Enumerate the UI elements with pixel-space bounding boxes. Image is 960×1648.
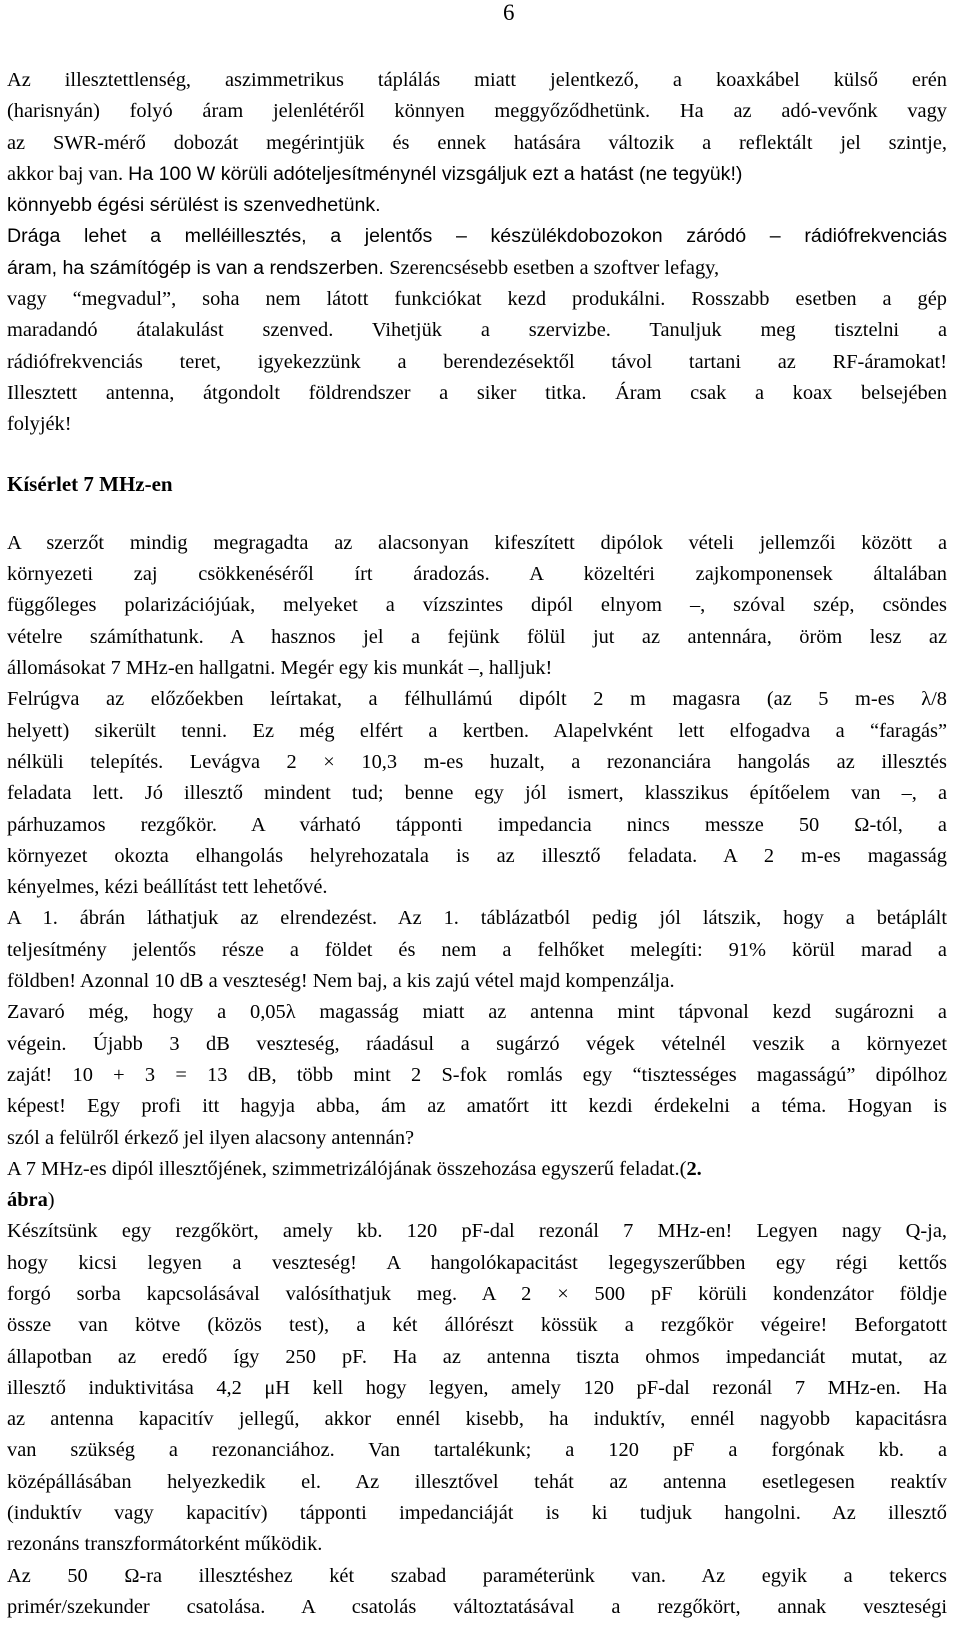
intro-paragraph (7, 65, 947, 441)
text-run: van szükség a rezonanciához. Van tartalékunk; a 120 pF a forgónak kb. a (7, 1439, 947, 1462)
text-run: állomásokat 7 MHz-en hallgatni. Megér egy kis munkát –, halljuk! (7, 657, 553, 680)
text-line (7, 1185, 947, 1216)
text-run: kényelmes, kézi beállítást tett lehetővé. (7, 876, 328, 899)
text-line (7, 810, 947, 841)
text-line (7, 1498, 947, 1529)
text-run: az antenna kapacitív jellegű, akkor ennél kisebb, ha induktív, ennél nagyobb kapacitásra (7, 1408, 947, 1431)
text-run: A 1. ábrán láthatjuk az elrendezést. Az 1. táblázatból pedig jól látszik, hogy a betáplált (7, 907, 947, 930)
text-run: össze van kötve (közös test), a két állórészt kössük a rezgőkör végeire! Beforgatott (7, 1314, 947, 1337)
text-line (7, 778, 947, 809)
text-line (7, 1216, 947, 1247)
text-run: párhuzamos rezgőkör. A várható tápponti impedancia nincs messze 50 Ω-tól, a (7, 813, 947, 836)
text-line (7, 903, 947, 934)
text-run: Szerencsésebb esetben a szoftver lefagy, (389, 256, 720, 279)
text-line (7, 1373, 947, 1404)
text-run: Az illesztettlenség, aszimmetrikus táplálás miatt jelentkező, a koaxkábel külső erén (7, 69, 947, 91)
text-line (7, 528, 947, 559)
text-run: helyett) sikerült tenni. Ez még elfért a kertben. Alapelvként lett elfogadva a “faragás” (7, 719, 947, 742)
text-run: ábra (7, 1189, 48, 1212)
section-heading: Kísérlet 7 MHz-en (7, 471, 173, 496)
text-line (7, 935, 947, 966)
text-run: folyjék! (7, 413, 72, 436)
text-line (7, 1154, 947, 1185)
text-run: Illesztett antenna, átgondolt földrendszer a siker titka. Áram csak a koax belsejében (7, 381, 947, 404)
text-run: Ha 100 W körüli adóteljesítménynél vizsgáljuk ezt a hatást (ne tegyük!) (128, 162, 743, 185)
text-run: rádiófrekvenciás teret, igyekezzünk a berendezésektől távol tartani az RF-áramokat! (7, 350, 947, 373)
text-run: zaját! 10 + 3 = 13 dB, több mint 2 S-fok romlás egy “tisztességes magasságú” dipólhoz (7, 1063, 947, 1086)
text-run: környezet okozta elhangolás helyrehozatala is az illesztő feladata. A 2 m-es magasság (7, 844, 947, 867)
text-run: környezeti zaj csökkenéséről írt áradozás. A közeltéri zajkomponensek általában (7, 563, 947, 586)
text-run: (harisnyán) folyó áram jelenlétéről könnyen meggyőződhetünk. Ha az adó-vevőnk vagy (7, 100, 947, 123)
text-line (7, 221, 947, 252)
text-line (7, 559, 947, 590)
text-line (7, 65, 947, 96)
text-run: Zavaró még, hogy a 0,05λ magasság miatt az antenna mint tápvonal kezd sugározni a (7, 1001, 947, 1024)
text-run: akkor baj van. (7, 162, 129, 185)
text-line (7, 1404, 947, 1435)
text-run: hogy kicsi legyen a veszteség! A hangolókapacitást legegyszerűbben egy régi kettős (7, 1251, 947, 1274)
text-line (7, 253, 947, 284)
text-line (7, 96, 947, 127)
document-body (7, 65, 947, 1623)
text-line (7, 1467, 947, 1498)
text-run: az SWR-mérő dobozát megérintjük és ennek hatására változik a reflektált jel szintje, (7, 131, 947, 154)
text-run: primér/szekunder csatolása. A csatolás változtatásával a rezgőkört, annak veszteségi (7, 1595, 947, 1618)
text-line (7, 1060, 947, 1091)
text-run: vételre számíthatunk. A hasznos jel a fejünk fölül jut az antennára, öröm lesz az (7, 625, 947, 648)
text-line (7, 841, 947, 872)
text-run: állapotban az eredő így 250 pF. Ha az antenna tiszta ohmos impedanciát mutat, az (7, 1345, 947, 1368)
text-run: forgó sorba kapcsolásával valósíthatjuk meg. A 2 × 500 pF körüli kondenzátor földje (7, 1282, 947, 1305)
text-run: A szerzőt mindig megragadta az alacsonyan kifeszített dipólok vételi jellemzői között a (7, 531, 947, 554)
text-line (7, 716, 947, 747)
text-run: szól a felülről érkező jel ilyen alacsony antennán? (7, 1126, 415, 1149)
section-body (7, 528, 947, 1623)
text-line (7, 378, 947, 409)
text-line (7, 347, 947, 378)
text-run: Készítsünk egy rezgőkört, amely kb. 120 pF-dal rezonál 7 MHz-en! Legyen nagy Q-ja, (7, 1220, 947, 1243)
text-line (7, 284, 947, 315)
text-run: középállásában helyezkedik el. Az illesztővel tehát az antenna esetlegesen reaktív (7, 1470, 947, 1493)
text-run: nélküli telepítés. Levágva 2 × 10,3 m-es huzalt, a rezonanciára hangolás az illesztés (7, 750, 947, 773)
text-run: teljesítmény jelentős része a földet és nem a felhőket melegíti: 91% körül marad a (7, 938, 947, 961)
text-run: rezonáns transzformátorként működik. (7, 1533, 323, 1556)
text-line (7, 1529, 947, 1560)
text-line (7, 1091, 947, 1122)
text-line (7, 684, 947, 715)
text-run: ) (47, 1189, 55, 1212)
text-line (7, 1342, 947, 1373)
page-number: 6 (503, 0, 515, 25)
text-run: Felrúgva az előzőekben leírtakat, a félhullámú dipólt 2 m magasra (az 5 m-es λ/8 (7, 688, 947, 711)
text-run: maradandó átalakulást szenved. Vihetjük a szervizbe. Tanuljuk meg tisztelni a (7, 319, 947, 342)
text-line (7, 190, 947, 221)
text-line (7, 1592, 947, 1623)
text-run: függőleges polarizációjúak, melyeket a vízszintes dipól elnyom –, szóval szép, csöndes (7, 594, 947, 617)
text-run: 2. (686, 1157, 702, 1180)
text-run: képest! Egy profi itt hagyja abba, ám az amatőrt itt kezdi érdekelni a téma. Hogyan is (7, 1095, 947, 1118)
text-run: könnyebb égési sérülést is szenvedhetünk. (7, 194, 381, 217)
text-line (7, 590, 947, 621)
text-line (7, 409, 947, 440)
text-run: (induktív vagy kapacitív) tápponti impedanciáját is ki tudjuk hangolni. Az illesztő (7, 1502, 947, 1525)
text-line (7, 1248, 947, 1279)
text-run: végein. Újabb 3 dB veszteség, ráadásul a sugárzó végek vételnél veszik a környezet (7, 1032, 947, 1055)
text-run: Az 50 Ω-ra illesztéshez két szabad paraméterünk van. Az egyik a tekercs (7, 1564, 947, 1587)
text-run: Drága lehet a melléillesztés, a jelentős – készülékdobozokon záródó – rádiófrekvenciás (7, 225, 947, 248)
text-line (7, 966, 947, 997)
text-line (7, 997, 947, 1028)
text-run: A 7 MHz-es dipól illesztőjének, szimmetrizálójának összehozása egyszerű feladat.( (7, 1157, 687, 1180)
text-line (7, 315, 947, 346)
text-run: áram, ha számítógép is van a rendszerben. (7, 256, 390, 279)
text-line (7, 1029, 947, 1060)
text-run: illesztő induktivitása 4,2 μH kell hogy legyen, amely 120 pF-dal rezonál 7 MHz-en. Ha (7, 1376, 947, 1399)
text-line (7, 1123, 947, 1154)
text-line (7, 622, 947, 653)
text-line (7, 1279, 947, 1310)
text-line (7, 159, 947, 190)
text-line (7, 872, 947, 903)
text-line (7, 128, 947, 159)
text-run: vagy “megvadul”, soha nem látott funkciókat kezd produkálni. Rosszabb esetben a gép (7, 288, 947, 311)
text-line (7, 653, 947, 684)
text-run: feladata lett. Jó illesztő mindent tud; benne egy jól ismert, klasszikus építőelem van –, a (7, 782, 947, 805)
text-line (7, 1435, 947, 1466)
text-line (7, 747, 947, 778)
text-line (7, 1561, 947, 1592)
text-run: földben! Azonnal 10 dB a veszteség! Nem baj, a kis zajú vétel majd kompenzálja. (7, 970, 675, 993)
text-line (7, 1310, 947, 1341)
